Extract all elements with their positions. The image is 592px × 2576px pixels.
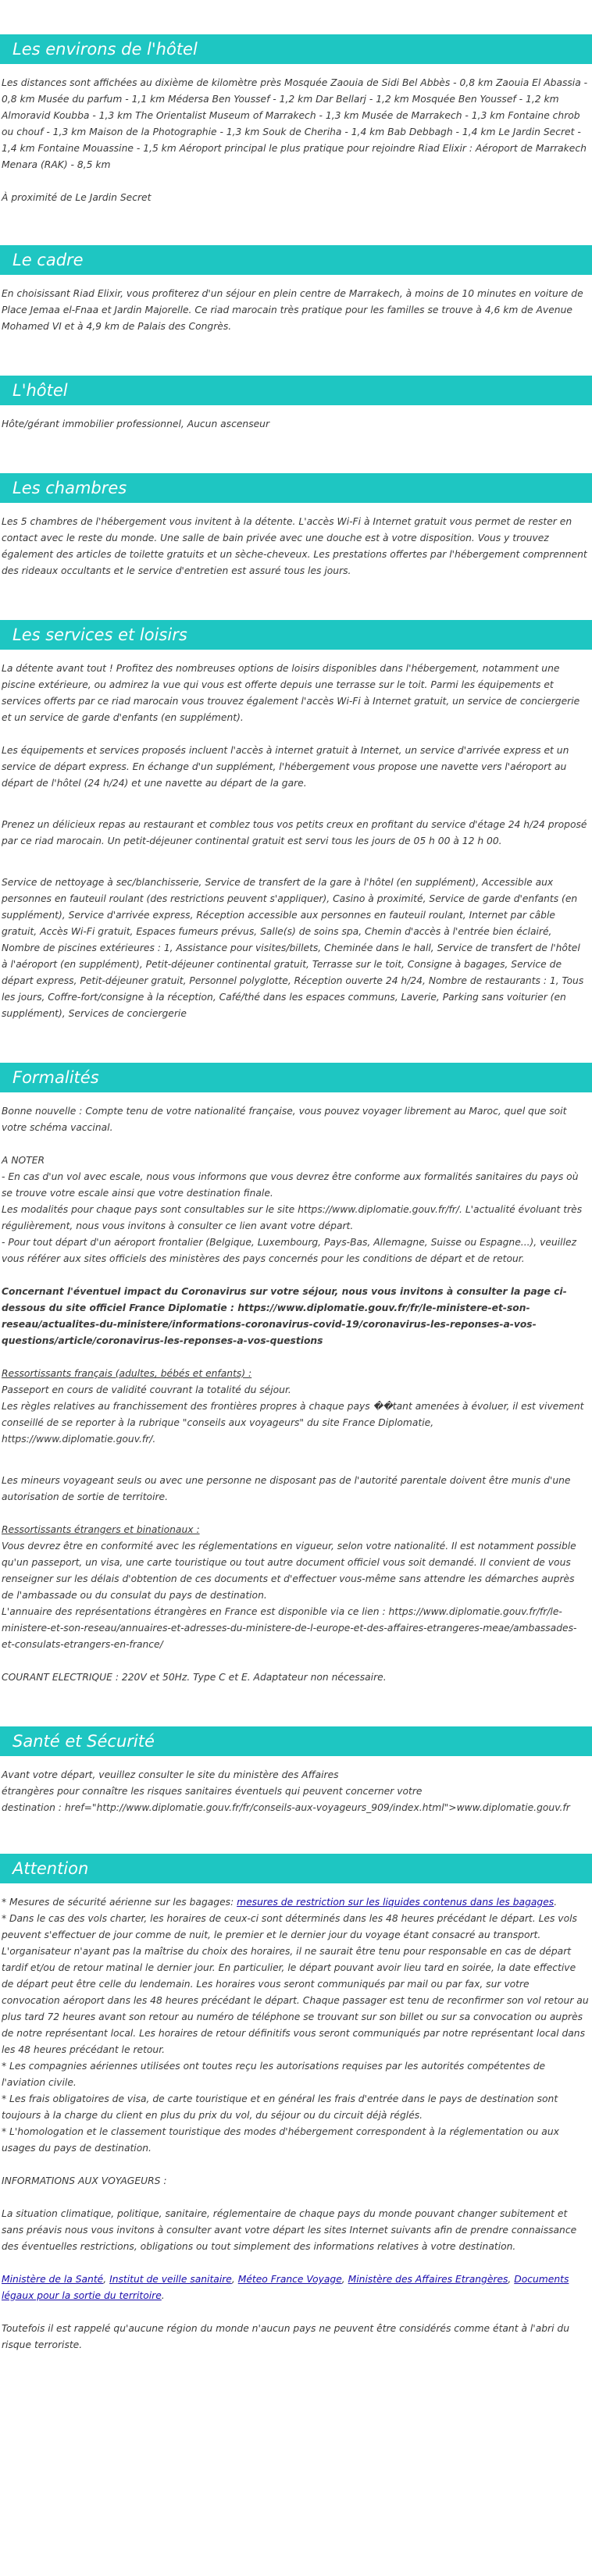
note-line: Les modalités pour chaque pays sont consultables sur le site https://www.diplomatie.gouv.fr/fr/. L'actualité évoluant très régulièrement, nous vous invitons à consulter ce lien avant votre départ. [2,1204,583,1231]
info-title: INFORMATIONS AUX VOYAGEURS : [2,2175,167,2186]
services-p4: Service de nettoyage à sec/blanchisserie, Service de transfert de la gare à l'hôtel (en supplément), Accessible aux personnes en fauteuil roulant (des restrictions peuvent s'appliquer), Casino à proximité, Service de garde d'enfants (en supplément), Service d'arrivée express, Réception accessible aux personnes en fauteuil roulant, Internet par câble gratuit, Accès Wi-Fi gratuit, Espaces fumeurs prévus, Salle(s) de soins spa, Chemin d'accès à l'entrée bien éclairé, Nombre de piscines extérieures : 1, Assistance pour visites/billets, Cheminée dans le hall, Service de transfert de l'hôtel à l'aéroport (en supplément), Petit-déjeuner continental gratuit, Terrasse sur le toit, Consigne à bagages, Service de départ express, Petit-déjeuner gratuit, Personnel polyglotte, Réception ouverte 24 h/24, Nombre de restaurants : 1, Tous les jours, Coffre-fort/consigne à la réception, Café/thé dans les espaces communs, Laverie, Parking sans voiturier (en supplément), Services de conciergerie [2,877,584,1019]
formalites-intro: Bonne nouvelle : Compte tenu de votre nationalité française, vous pouvez voyager librement au Maroc, quel que soit votre schéma vaccinal. [2,1106,567,1133]
note-line: - En cas d'un vol avec escale, nous vous informons que vous devrez être conforme aux formalités sanitaires du pays où se trouve votre escale ainsi que votre destination finale. [2,1171,579,1199]
note-line: - Pour tout départ d'un aéroport frontalier (Belgique, Luxembourg, Pays-Bas, Allemagne, Suisse ou Espagne...), veuillez vous référer aux sites officiels des ministères des pays concernés pour les conditions de départ et de retour. [2,1237,577,1264]
electric-text: COURANT ELECTRIQUE : 220V et 50Hz. Type C et E. Adaptateur non nécessaire. [2,1672,387,1683]
chambres-text: Les 5 chambres de l'hébergement vous invitent à la détente. L'accès Wi-Fi à Internet gratuit vous permet de rester en contact avec le reste du monde. Une salle de bain privée avec une douche est à votre disposition. Vous y trouvez également des articles de toilette gratuits et un sèche-cheveux. Les prestations offertes par l'hébergement comprennent des rideaux occultants et le service d'entretien est assuré tous les jours. [2,516,587,576]
section-environs [0,34,592,206]
fees-text: * Les frais obligatoires de visa, de carte touristique et en général les frais d'entrée dans le pays de destination sont toujours à la charge du client en plus du prix du vol, du séjour ou du circuit déjà réglés. [2,2093,558,2121]
sante-line: étrangères pour connaître les risques sanitaires éventuels qui peuvent concerner votre [2,1786,423,1797]
section-attention [0,1854,592,2353]
section-title-cadre: Le cadre [0,245,592,275]
liquids-restriction-link[interactable]: mesures de restriction sur les liquides contenus dans les bagages [237,1897,555,1908]
section-title-hotel: L'hôtel [0,376,592,405]
security-suffix: . [554,1897,558,1908]
section-services [0,620,592,1022]
services-p1: La détente avant tout ! Profitez des nombreuses options de loisirs disponibles dans l'hébergement, notamment une piscine extérieure, ou admirez la vue qui vous est offerte depuis une terrasse sur le toit. Parmi les équipements et services offerts par ce riad marocain vous trouvez également l'accès Wi-Fi à Internet gratuit, un service de conciergerie et un service de garde d'enfants (en supplément). [2,663,580,723]
foreign-line: Vous devrez être en conformité avec les réglementations en vigueur, selon votre nationalité. Il est notamment possible qu'un passeport, un visa, une carte touristique ou tout autre document officiel vous soit demandé. Il convient de vous renseigner sur les délais d'obtention de ces documents et d'effectuer vous-même sans attendre les démarches auprès de l'ambassade ou du consulat du pays de destination. [2,1541,576,1601]
section-title-environs: Les environs de l'hôtel [0,34,592,64]
environs-text: Les distances sont affichées au dixième de kilomètre près Mosquée Zaouia de Sidi Bel Abbès - 0,8 km Zaouia El Abassia - 0,8 km Musée du parfum - 1,1 km Médersa Ben Youssef - 1,2 km Dar Bellarj - 1,2 km Mosquée Ben Youssef - 1,2 km Almoravid Koubba - 1,3 km The Orientalist Museum of Marrakech - 1,3 km Musée de Marrakech - 1,3 km Fontaine chrob ou chouf - 1,3 km Maison de la Photographie - 1,3 km Souk de Cheriha - 1,4 km Bab Debbagh - 1,4 km Le Jardin Secret - 1,4 km Fontaine Mouassine - 1,5 km Aéroport principal le plus pratique pour rejoindre Riad Elixir : Aéroport de Marrakech Menara (RAK) - 8,5 km [2,77,588,170]
fr-line: Les règles relatives au franchissement des frontières propres à chaque pays ��tant amenées à évoluer, il est vivement conseillé de se reporter à la rubrique "conseils aux voyageurs" du site France Diplomatie, https://www.diplomatie.gouv.fr/. [2,1401,584,1445]
section-title-attention: Attention [0,1854,592,1883]
charter-text: * Dans le cas des vols charter, les horaires de ceux-ci sont déterminés dans les 48 heures précédant le départ. Les vols peuvent s'effectuer de jour comme de nuit, le premier et le dernier jour du voyage étant consacré au transport. L'organisateur n'ayant pas la maîtrise du choix des horaires, il ne saurait être tenu pour responsable en cas de départ tardif et/ou de retour matinal le dernier jour. En particulier, le départ pouvant avoir lieu tard en soirée, la date effective de départ peut être celle du lendemain. Les horaires vous seront communiqués par mail ou par fax, sur votre convocation aéroport dans les 48 heures précédant le départ. Chaque passager est tenu de reconfirmer son vol retour au plus tard 72 heures avant son retour au numéro de téléphone se trouvant sur son billet ou sur sa convocation ou auprès de notre représentant local. Les horaires de retour définitifs vous seront communiqués par notre représentant local dans les 48 heures précédant le retour. [2,1913,589,2055]
section-sante [0,1726,592,1816]
info-text: La situation climatique, politique, sanitaire, réglementaire de chaque pays du monde pouvant changer subitement et sans préavis nous vous invitons à consulter avant votre départ les sites Internet suivants afin de prendre connaissance des éventuelles restrictions, obligations ou tout simplement des informations relatives à votre destination. [2,2208,577,2252]
link-separator: , [103,2274,110,2285]
homologation-text: * L'homologation et le classement touristique des modes d'hébergement correspondent à la réglementation ou aux usages du pays de destination. [2,2126,559,2154]
section-cadre [0,245,592,335]
fr-line: Passeport en cours de validité couvrant la totalité du séjour. [2,1384,291,1395]
environs-proximity: À proximité de Le Jardin Secret [2,192,152,203]
security-prefix: * Mesures de sécurité aérienne sur les bagages: [2,1897,237,1908]
section-formalites [0,1063,592,1686]
section-title-formalites: Formalités [0,1063,592,1092]
foreign-title: Ressortissants étrangers et binationaux : [2,1524,200,1535]
section-chambres [0,473,592,579]
sante-line: Avant votre départ, veuillez consulter le site du ministère des Affaires [2,1769,339,1780]
airlines-text: * Les compagnies aériennes utilisées ont toutes reçu les autorisations requises par les autorités compétentes de l'aviation civile. [2,2061,546,2088]
fr-title: Ressortissants français (adultes, bébés et enfants) : [2,1368,252,1379]
ministere-sante-link[interactable]: Ministère de la Santé [2,2274,104,2285]
note-title: A NOTER [2,1155,45,1166]
sante-line: destination : href="http://www.diplomatie.gouv.fr/fr/conseils-aux-voyageurs_909/index.html">www.diplomatie.gouv.fr [2,1802,570,1813]
official-links [2,2271,589,2304]
terrorism-notice: Toutefois il est rappelé qu'aucune région du monde n'aucun pays ne peuvent être considérés comme étant à l'abri du risque terroriste. [2,2323,570,2350]
section-title-sante: Santé et Sécurité [0,1726,592,1756]
security-measures [2,1894,589,1911]
section-title-chambres: Les chambres [0,473,592,503]
veille-sanitaire-link[interactable]: Institut de veille sanitaire [109,2274,232,2285]
section-hotel [0,376,592,433]
link-separator: , [508,2274,515,2285]
minors-text: Les mineurs voyageant seuls ou avec une personne ne disposant pas de l'autorité parentale doivent être munis d'une autorisation de sortie de territoire. [2,1475,571,1502]
services-p3: Prenez un délicieux repas au restaurant et comblez tous vos petits creux en profitant du service d'étage 24 h/24 proposé par ce riad marocain. Un petit-déjeuner continental gratuit est servi tous les jours de 05 h 00 à 12 h 00. [2,819,587,846]
link-separator: . [161,2290,165,2301]
link-separator: , [341,2274,348,2285]
cadre-text: En choisissant Riad Elixir, vous profiterez d'un séjour en plein centre de Marrakech, à moins de 10 minutes en voiture de Place Jemaa el-Fnaa et Jardin Majorelle. Ce riad marocain très pratique pour les familles se trouve à 4,6 km de Avenue Mohamed VI et à 4,9 km de Palais des Congrès. [2,288,583,332]
affaires-etrangeres-link[interactable]: Ministère des Affaires Etrangères [348,2274,508,2285]
hotel-text: Hôte/gérant immobilier professionnel, Aucun ascenseur [2,419,270,429]
documents-legaux-link[interactable]: Documents légaux pour la sortie du territoire [2,2274,569,2301]
section-title-services: Les services et loisirs [0,620,592,650]
link-separator: , [231,2274,238,2285]
meteo-france-link[interactable]: Méteo France Voyage [237,2274,342,2285]
services-p2: Les équipements et services proposés incluent l'accès à internet gratuit à Internet, un service d'arrivée express et un service de départ express. En échange d'un supplément, l'hébergement vous propose une navette vers l'aéroport au départ de l'hôtel (24 h/24) et une navette au départ de la gare. [2,745,569,789]
foreign-line: L'annuaire des représentations étrangères en France est disponible via ce lien : https://www.diplomatie.gouv.fr/fr/le-ministere-et-son-reseau/annuaires-et-adresses-du-ministere-de-l-europe-et-des-affaires-etrangeres-meae/ambassades-et-consulats-etrangers-en-france/ [2,1606,577,1650]
covid-notice: Concernant l'éventuel impact du Coronavirus sur votre séjour, nous vous invitons à consulter la page ci-dessous du site officiel France Diplomatie : https://www.diplomatie.gouv.fr/fr/le-ministere-et-son-reseau/actualites-du-ministere/informations-coronavirus-covid-19/coronavirus-les-reponses-a-vos-questions/article/coronavirus-les-reponses-a-vos-questions [2,1286,567,1346]
